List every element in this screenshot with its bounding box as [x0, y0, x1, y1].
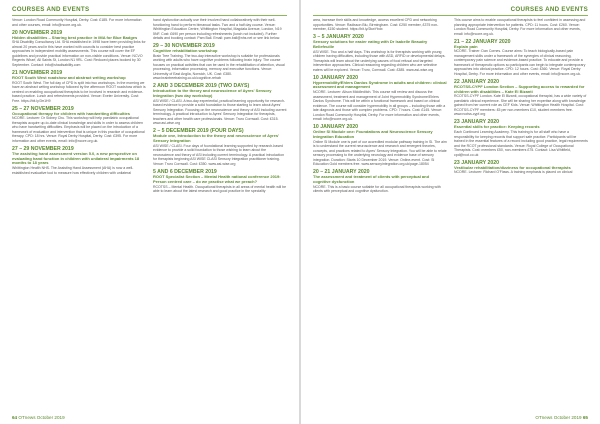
- event-entry: [454, 79, 588, 117]
- publication-issue: OTnews October 2019: [535, 415, 582, 420]
- event-date: 23 JANUARY 2020: [454, 159, 499, 166]
- event-title: ROOT South West roadshow and abstract writing workshop: [12, 74, 126, 80]
- event-date: 10 JANUARY 2020: [313, 124, 358, 131]
- event-title: RCOTSS-CYPF London Section – Supporting access to rewarded for children with disabilities – Kate El Bizanti: [454, 83, 585, 94]
- column-2: [153, 18, 287, 410]
- event-title: Vestibular rehabilitation/dizziness for occupational therapists: [454, 164, 571, 170]
- event-description: Each Continued Learning Academy. This training is for all staff who have a responsibility for keeping records that support safe practice. Participants will be trained in the essential features of a record including good practice, legal requirements and the RCOT professional standards. Venue: Royal College of Occupational Therapists. Cost: members £50, non-members £75. Contact: Lisa Whitfield, cpd@rcot.co.uk: [454, 130, 588, 157]
- event-description: SHA Disability Consultancy Ltd. SHA established in 1998 have been providing links for almost 20 years and in this have worked with councils to consider best practice approaches in independent mobility assessments. This course will cover the EF guidelines and provide practical information on non-visible conditions. Venue: NCVO Regents Wharf, All Saints St, London N1 9RL. Cost: Reduced places booked by 30 September. Contact: info@shadisability.com: [12, 40, 146, 67]
- event-title: Essential skills for practice: Keeping records: [454, 124, 540, 130]
- event-entry: [153, 169, 287, 194]
- event-entry: [313, 18, 447, 32]
- event-date: 27 – 29 NOVEMBER 2019: [12, 145, 74, 152]
- event-description: NCORE. Lecturer: Alison Middleditch. This course will review and discuss the assessment, treatment and management of Joint Hypermobility Syndrome/Ehlers Danlos Syndrome. This will be within a functional framework and based on clinical evidence. The course will consider hypermobility in all groups – including those with a late diagnosis and those with complex problems. CPD: 7 hours. Cost: £145. Venue: London Road Community Hospital, Derby. For more information and other events, email: info@ncore.org.uk.: [313, 90, 446, 122]
- page-footer: [12, 415, 65, 420]
- left-page: [0, 0, 299, 424]
- event-entry: [454, 39, 588, 77]
- event-entry: [313, 75, 447, 122]
- event-entry: [454, 18, 588, 36]
- page-number: 65: [582, 415, 588, 420]
- event-date: 2 AND 3 DECEMBER 2019 (TWO DAYS): [153, 83, 250, 90]
- event-description: ASI WISE. Two and a half days. This workshop is for therapists working with young children having difficulties, including those with ASD, ARFID or developmental delays. Therapists will learn about the underlying causes of food refusal and targeted intervention approaches. Clinical reasoning regarding children who are selective eaters will be explored. Venue: Truro, Cornwall. Cost: £385. www.asi-wise.org: [313, 49, 446, 72]
- event-date: 20 – 21 JANUARY 2020: [313, 169, 370, 176]
- event-title: Module one, Introduction to the theory and neuroscience of Ayres' Sensory Integration: [153, 133, 279, 144]
- event-entry: [313, 124, 447, 167]
- event-date: 3 – 5 JANUARY 2020: [313, 34, 364, 40]
- event-title: Hidden disabilities – Sharing best practice in IMA for Blue Badges: [12, 34, 138, 40]
- page-header: COURSES AND EVENTS: [510, 6, 588, 13]
- event-entry: [12, 30, 146, 68]
- event-description: NCORE. This is a basic course suitable for all occupational therapists working with clients with perceptual and cognitive dysfunction.: [313, 184, 441, 194]
- event-date: 22 JANUARY 2020: [454, 78, 499, 85]
- event-title: The assessment and treatment of clients with perceptual and cognitive dysfunction: [313, 174, 430, 185]
- event-description: Online SI Module one is part of our accredited modular pathway training in SI. The aim is to understand the current neuroscience and research and emergent theories, concepts, and practices related to Ayres' Sensory Integration. You will be able to relate sensory processing to the underlying neurology and evidence base of sensory integration. Duration: Starts 10 December 2019. Venue: Online-event. Cost: SI Education Gold members free. www.sensoryintegration.org.uk/page-18054: [313, 139, 447, 167]
- event-description: area, increase their skills and knowledge, access excellent CPD and networking opportunities. Venue: Radisson Blu, Birmingham. Cost: £250 member, £375 non-member, £150 student. https://bit.ly/2kwYbdx: [313, 18, 439, 31]
- event-entry: [153, 83, 287, 126]
- event-title: Sensory solutions for easier eating with Dr Isabelle Beaudry Bellefeuille: [313, 39, 428, 49]
- publication-issue: OTnews October 2019: [18, 415, 65, 420]
- event-description: NCORE. Trainer: Dan Cornes. Course aims: To teach biologically-based pain management skills under a framework of the synergies of clinical reasoning, contemporary pain science and evidence-based practice. To educate and provide a framework of therapeutic options so participants can begin to integrate contemporary approaches into clinical practice. CPD: 12 hours. Cost: £360. Venue: Royal Derby Hospital, Derby. For more information and other events, email: info@ncore.org.uk.: [454, 49, 586, 76]
- event-date: 29 – 30 NOVEMBER 2019: [153, 43, 215, 49]
- event-date: 2 – 5 DECEMBER 2019 (FOUR DAYS): [153, 128, 244, 135]
- event-description: NCORE. Lecturer: Richard O'Flaws. A training emphasis is placed on clinical: [454, 170, 573, 175]
- header-divider: [12, 15, 287, 16]
- event-entry: [454, 160, 588, 175]
- page-number: 64: [12, 415, 18, 420]
- event-description: ROOT South West. The full day of CPD is split into two workshops. In the morning we have an abstract writing workshop followed by the afternoon ROOT roadshow which is centred on enabling occupational therapists to be involved in research and evidence-based practice. Lunch and refreshments provided. Venue: Exeter University. Cost: Free. https://bit.ly/3rr1H9: [12, 80, 146, 103]
- event-description: Whittington Health NHS. The Assisting Hand Assessment (AHA) is now a well-established evaluative tool to measure how effectively children with unilateral: [12, 166, 134, 175]
- event-date: 21 – 22 JANUARY 2020: [454, 38, 511, 45]
- event-entry: [12, 106, 146, 144]
- event-description: RCOTSS – Mental Health. Occupational therapists in all areas of mental health will be able to learn about the latest research and good practice in the speciality: [153, 184, 287, 194]
- event-entry: [313, 34, 447, 72]
- page-footer: [535, 415, 588, 420]
- event-entry: [313, 169, 447, 194]
- event-date: 20 NOVEMBER 2019: [12, 29, 63, 36]
- column-1: [12, 18, 146, 410]
- event-entry: [12, 18, 146, 27]
- event-description: This course aims to enable occupational therapists to feel confident in assessing and planning appropriate intervention for patients. CPD: 11 hours. Cost: £260. Venue: London Road Community Hospital, Derby. For more information and other events, email: info@ncore.org.uk.: [454, 18, 586, 36]
- event-entry: [153, 43, 287, 81]
- event-entry: [153, 18, 287, 41]
- event-date: 5 AND 6 DECEMBER 2019: [153, 168, 217, 175]
- event-date: 23 JANUARY 2020: [454, 119, 499, 126]
- event-date: 25 – 27 NOVEMBER 2019: [12, 105, 74, 112]
- event-description: Venue: London Road Community Hospital, Derby. Cost: £185. For more information and other courses, email: info@ncore.org.uk.: [12, 18, 142, 27]
- event-entry: [454, 119, 588, 157]
- event-description: ASI WISE / CLASI. A two-day experiential, practical learning opportunity for research-based evidence to provide a solid foundation to those starting to learn about Ayres' Sensory Integration. Focusing on the neuroscience and theory of ASI including current terminology. A practical introduction to Ayres' Sensory Integration for therapists, teachers and other health care professionals. Venue: Truro Cornwall. Cost: £315. www.asi-wise.org: [153, 98, 287, 126]
- right-page-columns: [313, 18, 588, 410]
- page-header: COURSES AND EVENTS: [12, 6, 90, 13]
- event-date: 10 JANUARY 2020: [313, 74, 358, 81]
- event-title: Online SI Module one: Foundations and Neuroscience Sensory Integration Education: [313, 129, 433, 139]
- column-4: [454, 18, 588, 410]
- event-title: Introduction to the theory and neuroscience of Ayres' Sensory Integration (two day workshop): [153, 88, 272, 99]
- event-title: Occupational therapy for children with handwriting difficulties: [12, 110, 131, 116]
- column-3: [313, 18, 447, 410]
- event-title: Cognitive rehabilitation workshop: [153, 48, 218, 53]
- event-description: Brain Tree Training. The two-day interactive workshop is suitable for professionals working with adults who have cognitive problems following brain injury. The course focuses on practical activities that can be used in the rehabilitation of attention, visual processing, information processing, memory and executive functions. Venue: University of East Anglia, Norwich, UK. Cost: £380. www.braintreetraining.co.uk/cognitive-rehab: [153, 53, 285, 81]
- event-title: The assisting hand assessment version 5.0, a new perspective on evaluating hand function in children with unilateral impairments 18 months to 18 years: [12, 150, 140, 166]
- event-description: hand dysfunction actually use their involved hand collaboratively with their well-functioning hand to perform bimanual tasks. Two and a half day course. Venue: Whittington Education Centre, Whittington Hospital, Magdala Avenue, London, N19 5NF. Cost: £690 per person including refreshments (lunch not included). Further details and booking contact: Pam Ball. Email: pam.ball@nhs.net or see link below.: [153, 18, 282, 40]
- right-page: [301, 0, 600, 424]
- event-title: Hypermobility/Ehlers Danlos Syndrome in adults and children: clinical assessment and management: [313, 79, 447, 90]
- header-divider: [313, 15, 588, 16]
- event-title: Explain pain: [454, 43, 478, 49]
- event-description: RCOTSS-CYPF London. Kate El Bizanti, occupational therapist, has a wide variety of paediatric clinical experience. She will be sharing her expertise along with knowledge gained from her current role as CEF Kids. Venue: Whittington Health Hospital. Cost: RCOTSS-CYPF members: £5 per non-members £10, student members free. www.rcotss-cypf.org: [454, 94, 587, 117]
- event-title: ROOT Specialist Section – Mental Health national conference 2019: Person centred care – do we practise what we preach?: [153, 173, 281, 184]
- event-description: ASI WISE / CLASI. Four days of foundational learning supported by research-based evidence to provide a solid foundation to those wishing to learn about the neuroscience and theory of ASI including current terminology. A practical introduction for therapists beginning ASI WISE CLASI Sensory Integration practitioner training. Venue: Truro Cornwall. Cost: £350. www.asi-wise.org: [153, 143, 285, 166]
- event-entry: [153, 128, 287, 166]
- event-date: 21 NOVEMBER 2019: [12, 69, 63, 76]
- event-entry: [12, 70, 146, 103]
- left-page-columns: [12, 18, 287, 410]
- event-entry: [12, 146, 146, 175]
- event-description: NCORE. Lecturer: Dr Sidney Chu. This workshop will help paediatric occupational therapists acquire up-to-date clinical knowledge and skills in order to assess children who have handwriting difficulties. Emphasis will be placed on the introduction of a framework of evaluation and intervention that is unique in this practice of occupational therapy. CPD: 18 hrs. Venue: Royal Derby Hospital, Derby. Cost: £395. For more information and other events, email: info@ncore.org.uk.: [12, 116, 145, 143]
